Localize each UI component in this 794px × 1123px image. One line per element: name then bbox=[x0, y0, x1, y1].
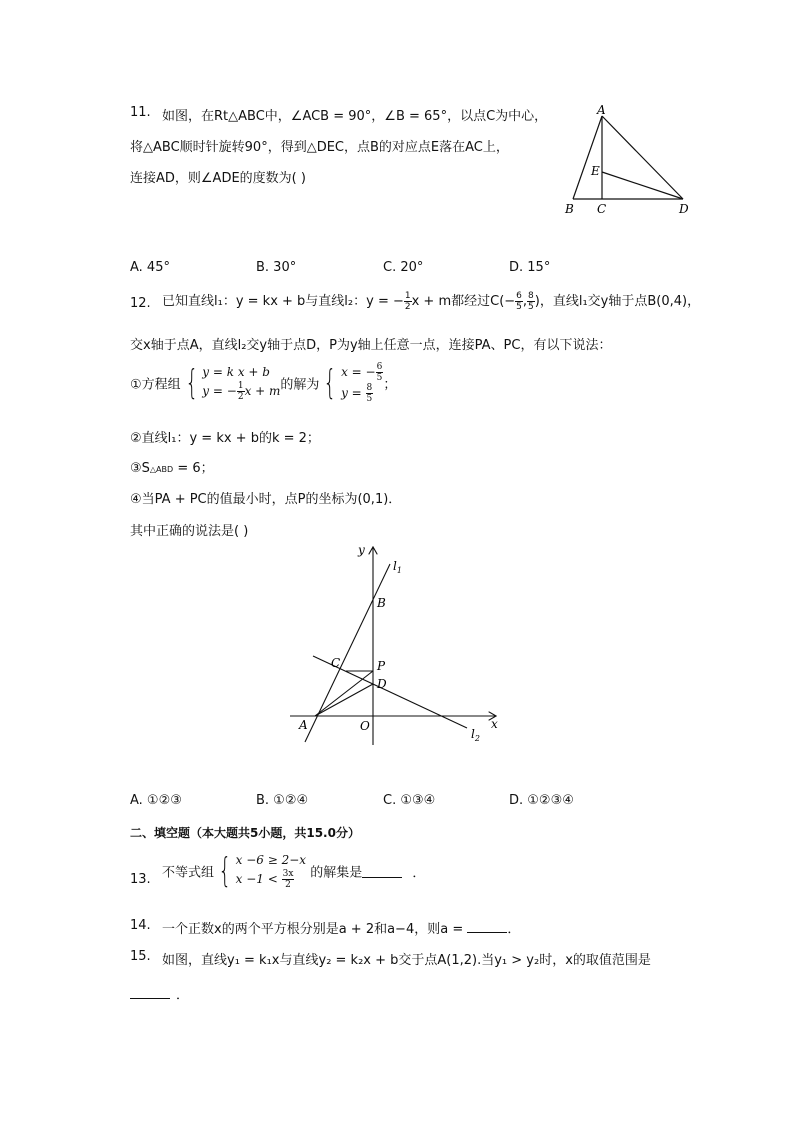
label-b: B bbox=[565, 202, 574, 216]
q11-line3: 连接AD，则∠ADE的度数为( ) bbox=[130, 171, 306, 186]
label-d: D bbox=[377, 677, 387, 691]
q14-number: 14. bbox=[130, 918, 151, 933]
q12-option-c[interactable]: C. ①③④ bbox=[383, 793, 436, 808]
q12-option-d[interactable]: D. ①②③④ bbox=[509, 793, 574, 808]
q12-statement-1: ①方程组 { y = k x + b y = − $\frac{1}{2}$ x + m 的解为 { x = − $\frac{6}{5}$ y = $\frac{8}{5}$ ； bbox=[130, 362, 397, 404]
q13-answer-blank[interactable] bbox=[362, 865, 402, 878]
segment-pa bbox=[315, 671, 373, 716]
label-y: y bbox=[358, 543, 365, 557]
label-d: D bbox=[679, 202, 689, 216]
side-ad bbox=[602, 116, 683, 199]
q12-option-b[interactable]: B. ①②④ bbox=[256, 793, 309, 808]
q15-line1: 如图，直线y₁ = k₁x与直线y₂ = k₂x + b交于点A(1,2).当y₁ > y₂时，x的取值范围是 bbox=[162, 953, 651, 968]
q11-option-b[interactable]: B. 30° bbox=[256, 260, 297, 275]
section-title: 二、填空题（本大题共5小题，共15.0分） bbox=[130, 826, 360, 840]
q11-option-c[interactable]: C. 20° bbox=[383, 260, 424, 275]
q11-option-d[interactable]: D. 15° bbox=[509, 260, 551, 275]
q12-line2: 交x轴于点A，直线l₂交y轴于点D，P为y轴上任意一点，连接PA、PC，有以下说法： bbox=[130, 338, 612, 353]
label-p: P bbox=[377, 659, 386, 673]
side-ed bbox=[602, 172, 683, 199]
q12-ask: 其中正确的说法是( ) bbox=[130, 524, 249, 539]
label-o: O bbox=[360, 719, 370, 733]
label-c: C bbox=[331, 656, 341, 670]
side-ab bbox=[573, 116, 602, 199]
q11-figure bbox=[555, 100, 705, 225]
q12-statement-3: ③S△ABD = 6； bbox=[130, 461, 214, 476]
q11-line2: 将△ABC顺时针旋转90°，得到△DEC，点B的对应点E落在AC上， bbox=[130, 140, 509, 155]
label-x: x bbox=[491, 717, 498, 731]
label-b: B bbox=[377, 596, 386, 610]
label-c: C bbox=[597, 202, 607, 216]
q12-figure bbox=[285, 540, 515, 750]
q11-line1: 如图，在Rt△ABC中，∠ACB = 90°，∠B = 65°，以点C为中心， bbox=[162, 109, 548, 124]
q13-body: 不等式组 { x −6 ≥ 2−x x −1 < $\frac{3x}{2}$ 的解集是 ． bbox=[162, 851, 426, 891]
label-a: A bbox=[299, 718, 308, 732]
segment-ad bbox=[315, 684, 373, 716]
q11-option-a[interactable]: A. 45° bbox=[130, 260, 170, 275]
label-e: E bbox=[591, 164, 600, 178]
q13-number: 13. bbox=[130, 872, 151, 887]
line-l1 bbox=[305, 564, 390, 742]
q15-line2: ． bbox=[130, 984, 189, 1003]
label-l1: $l_1$ bbox=[393, 559, 402, 575]
q12-line1: 已知直线l₁：y = kx + b与直线l₂：y = − $\frac{1}{2}$ x + m都经过C(− $\frac{6}{5}$ , $\frac{8}{5}$ )，直线l₁交y轴于点B(0,4)， bbox=[162, 291, 701, 312]
q15-answer-blank[interactable] bbox=[130, 986, 170, 999]
q11-number: 11. bbox=[130, 105, 151, 120]
q12-statement-4: ④当PA + PC的值最小时，点P的坐标为(0,1)． bbox=[130, 492, 402, 507]
q15-number: 15. bbox=[130, 949, 151, 964]
label-a: A bbox=[597, 103, 606, 117]
q12-option-a[interactable]: A. ①②③ bbox=[130, 793, 182, 808]
label-l2: $l_2$ bbox=[471, 727, 480, 743]
q14-answer-blank[interactable] bbox=[467, 920, 507, 933]
q12-statement-2: ②直线l₁：y = kx + b的k = 2； bbox=[130, 431, 320, 446]
q14-body: 一个正数x的两个平方根分别是a + 2和a−4，则a = ． bbox=[162, 922, 521, 937]
q12-number: 12. bbox=[130, 296, 151, 311]
